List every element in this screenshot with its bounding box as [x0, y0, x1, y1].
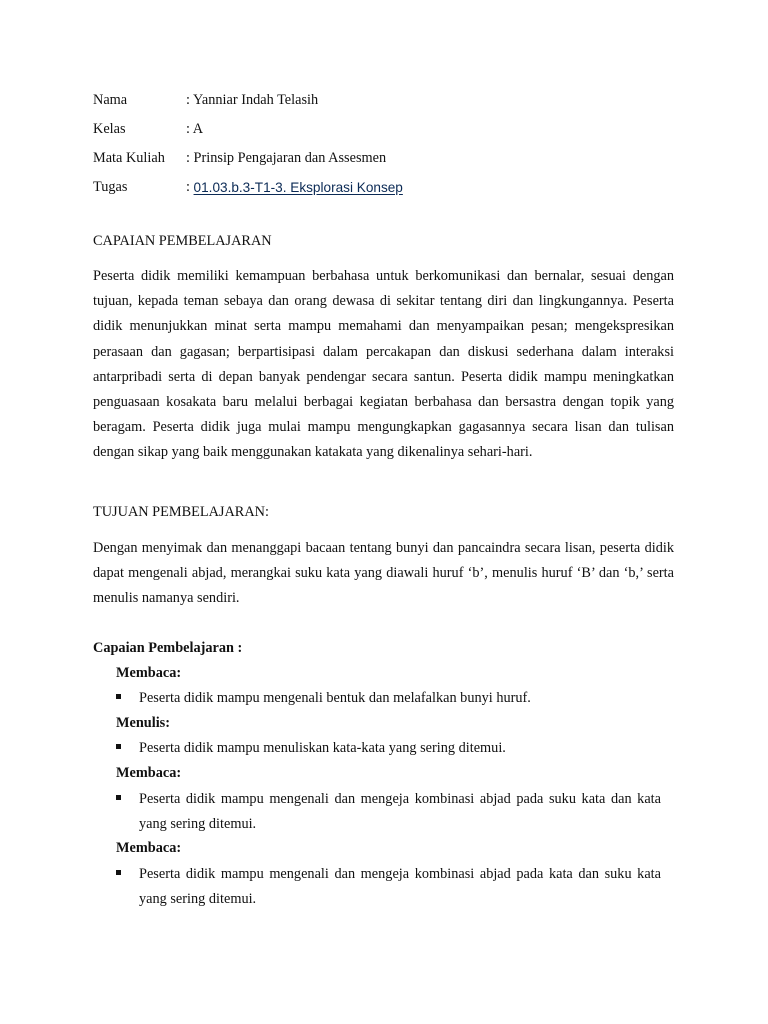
- identity-key: Tugas: [93, 179, 128, 195]
- list-item-text: Peserta didik mampu mengenali dan mengeja kombinasi abjad pada suku kata dan kata yang sering ditemui.: [139, 791, 661, 833]
- square-bullet-icon: [116, 862, 139, 912]
- section-title-membaca-3: Membaca:: [116, 840, 182, 856]
- identity-row-nama: [93, 86, 403, 115]
- tujuan-heading: TUJUAN PEMBELAJARAN:: [93, 504, 269, 520]
- identity-row-kelas: [93, 115, 403, 144]
- square-bullet-icon: [116, 787, 139, 837]
- capaian-paragraph: Peserta didik memiliki kemampuan berbahasa untuk berkomunikasi dan bernalar, sesuai dengan tujuan, kepada teman sebaya dan orang dewasa di sekitar tentang diri dan lingkungannya. Peserta didik menunjukkan minat serta mampu memahami dan menyampaikan pesan; mengekspresikan perasaan dan gagasan; berpartisipasi dalam percakapan dan diskusi sederhana dalam interaksi antarpribadi serta di depan banyak pendengar secara santun. Peserta didik mampu meningkatkan penguasaan kosakata baru melalui berbagai kegiatan berbahasa dan bersastra dengan topik yang beragam. Peserta didik juga mulai mampu mengungkapkan gagasannya secara lisan dan tulisan dengan sikap yang baik menggunakan katakata yang dikenalinya sehari-hari.: [93, 268, 674, 461]
- list-item: [116, 686, 661, 711]
- list-item: [116, 787, 661, 837]
- capaian-heading: CAPAIAN PEMBELAJARAN: [93, 233, 272, 249]
- list-item-text: Peserta didik mampu mengenali dan mengeja kombinasi abjad pada kata dan suku kata yang sering ditemui.: [139, 866, 661, 908]
- identity-row-tugas: [93, 173, 403, 202]
- section-title-menulis: Menulis:: [116, 715, 171, 731]
- identity-value: : Prinsip Pengajaran dan Assesmen: [186, 150, 387, 166]
- list-item: [116, 736, 661, 761]
- identity-row-mata-kuliah: [93, 144, 403, 173]
- capaian-list-heading: Capaian Pembelajaran :: [93, 640, 243, 656]
- identity-key: Nama: [93, 92, 128, 108]
- list-item: [116, 862, 661, 912]
- identity-block: [93, 86, 403, 202]
- list-item-text: Peserta didik mampu menuliskan kata-kata yang sering ditemui.: [139, 740, 506, 756]
- identity-key: Mata Kuliah: [93, 150, 165, 166]
- square-bullet-icon: [116, 736, 139, 761]
- identity-key: Kelas: [93, 121, 126, 137]
- identity-value: : A: [186, 121, 204, 137]
- identity-value: : Yanniar Indah Telasih: [186, 92, 319, 108]
- identity-value-prefix: :: [186, 179, 194, 195]
- section-title-membaca-2: Membaca:: [116, 765, 182, 781]
- square-bullet-icon: [116, 686, 139, 711]
- section-title-membaca-1: Membaca:: [116, 665, 182, 681]
- tujuan-paragraph: Dengan menyimak dan menanggapi bacaan tentang bunyi dan pancaindra secara lisan, peserta didik dapat mengenali abjad, merangkai suku kata yang diawali huruf ‘b’, menulis huruf ‘B’ dan ‘b,’ serta menulis namanya sendiri.: [93, 540, 674, 607]
- list-item-text: Peserta didik mampu mengenali bentuk dan melafalkan bunyi huruf.: [139, 690, 531, 706]
- tugas-link[interactable]: 01.03.b.3-T1-3. Eksplorasi Konsep: [193, 180, 403, 195]
